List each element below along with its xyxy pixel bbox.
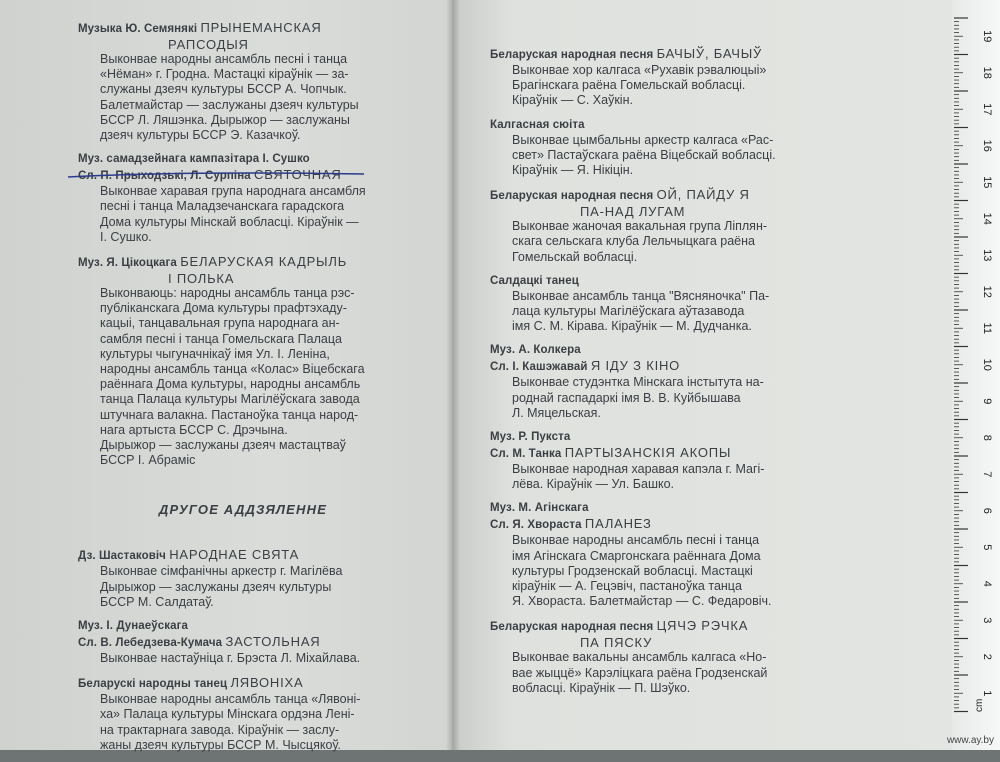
text-line: Кіраўнік — С. Хаўкін. — [512, 93, 633, 108]
entry-title: БАЧЫЎ, БАЧЫЎ — [656, 46, 763, 61]
entry-title: ПРЫНЕМАНСКАЯ — [200, 20, 322, 35]
ruler-number: 16 — [981, 139, 993, 152]
ruler-number: 5 — [981, 544, 993, 551]
ruler-unit: cm — [974, 698, 985, 712]
program-entry — [78, 152, 408, 245]
program-entry — [78, 254, 408, 468]
ruler-number: 3 — [981, 617, 993, 624]
text-line: Выконвае настаўніца г. Брэста Л. Міхайлава. — [100, 651, 361, 666]
entry-description — [490, 375, 840, 421]
text-line: танца Палаца культуры Магілёўскага завода — [100, 392, 360, 407]
entry-credit: Калгасная сюіта — [490, 118, 585, 131]
entry-title-cont: РАПСОДЫЯ — [168, 37, 249, 52]
entry-title: ПАРТЫЗАНСКІЯ АКОПЫ — [564, 445, 732, 461]
book-gutter — [446, 0, 460, 750]
text-line: «Нёман» г. Гродна. Мастацкі кіраўнік — за- — [100, 67, 349, 82]
ruler-number: 19 — [981, 30, 993, 43]
entry-credit: Беларуская народная песня ОЙ, ПАЙДУ Я — [490, 187, 750, 203]
text-line: Я. Хвораста. Балетмайстар — С. Федаровіч. — [512, 594, 772, 609]
entry-description — [490, 650, 840, 696]
text-line: культуры чыгуначнікаў імя Ул. І. Леніна, — [100, 346, 330, 361]
text-line: Выконваюць: народны ансамбль танца рэс- — [100, 286, 355, 301]
entry-credit: Сл. І. Кашэжавай Я ІДУ З КІНО — [490, 358, 681, 374]
ruler-number: 11 — [981, 322, 993, 334]
text-line: скага сельскага клуба Лельчыцкага раёна — [512, 234, 755, 249]
ruler-number: 9 — [981, 398, 993, 405]
pen-underline — [66, 170, 366, 180]
text-line: І. Сушко. — [100, 229, 152, 244]
entry-credit: Музыка Ю. Семянякі ПРЫНЕМАНСКАЯ — [78, 20, 322, 35]
text-line: на трактарнага завода. Кіраўнік — заслу- — [100, 722, 340, 737]
text-line: Выконвае цымбальны аркестр калгаса «Рас- — [512, 132, 774, 147]
text-line: Дырыжор — заслужаны дзеяч культуры — [100, 579, 332, 594]
program-entry — [490, 501, 840, 609]
entry-credit: Сл. В. Лебедзева-Кумача ЗАСТОЛЬНАЯ — [78, 634, 321, 650]
text-line: Брагінскага раёна Гомельскай вобласці. — [512, 78, 746, 93]
program-entry — [490, 430, 840, 492]
program-entry — [78, 547, 408, 610]
ruler-number: 1 — [981, 690, 993, 697]
ruler-number: 7 — [981, 471, 993, 478]
entry-description — [78, 692, 408, 753]
ruler-scale — [952, 0, 1000, 750]
program-entry — [490, 46, 840, 109]
text-line: Выконвае вакальны ансамбль калгаса «Но- — [512, 650, 767, 665]
ruler-number: 4 — [981, 580, 993, 587]
entry-title: НАРОДНАЕ СВЯТА — [169, 547, 300, 563]
entry-credit: Муз. М. Агінскага — [490, 502, 589, 515]
program-entry — [490, 343, 840, 421]
right-page — [452, 0, 952, 750]
text-line: культуры Гродзенскай вобласці. Мастацкі — [512, 563, 753, 578]
text-line: кіраўнік — А. Гецэвіч, пастаноўка танца — [512, 579, 742, 594]
entry-credit: Муз. А. Колкера — [490, 344, 581, 357]
entry-description — [490, 63, 840, 109]
text-line: Выконвае жаночая вакальная група Ліплян- — [512, 219, 768, 234]
text-line: лаца культуры Магілёўскага аўтазавода — [512, 304, 745, 319]
text-line: БССР М. Салдатаў. — [100, 594, 214, 609]
entry-title: ЛЯВОНІХА — [230, 675, 304, 691]
text-line: Выконвае сімфанічны аркестр г. Магілёва — [100, 564, 343, 579]
entry-title: ОЙ, ПАЙДУ Я — [656, 187, 750, 203]
text-line: Дырыжор — заслужаны дзеяч мастацтваў — [100, 438, 346, 453]
text-line: вобласці. Кіраўнік — П. Шэўко. — [512, 680, 691, 695]
program-entry — [78, 20, 408, 143]
text-line: Выконвае ансамбль танца "Вясняночка" Па- — [512, 288, 770, 303]
entry-description — [78, 52, 408, 143]
ruler-number: 6 — [981, 507, 993, 514]
entry-credit: Беларускі народны танец ЛЯВОНІХА — [78, 675, 304, 691]
entry-description — [78, 286, 408, 468]
text-line: дзеяч культуры БССР Э. Казачкоў. — [100, 128, 301, 143]
text-line: служаны дзеяч культуры БССР А. Чопчык. — [100, 82, 347, 97]
text-line: публіканскага Дома культуры прафтэхаду- — [100, 301, 347, 316]
text-line: народны ансамбль танца «Колас» Віцебскага — [100, 362, 365, 377]
program-entry — [490, 274, 840, 335]
text-line: самбля песні і танца Гомельскага Палаца — [100, 331, 342, 346]
entry-title: Я ІДУ З КІНО — [590, 358, 681, 374]
entry-credit: Муз. І. Дунаеўскага — [78, 620, 189, 633]
text-line: ха» Палаца культуры Мінскага ордэна Лені- — [100, 707, 355, 722]
entry-description — [78, 184, 408, 245]
entry-credit: Салдацкі танец — [490, 274, 579, 287]
text-line: БССР І. Абраміс — [100, 453, 196, 468]
text-line: Выконвае хор калгаса «Рухавік рэвалюцыі» — [512, 63, 767, 77]
entry-description — [78, 564, 408, 610]
text-line: лёва. Кіраўнік — Ул. Башко. — [512, 477, 675, 492]
entry-credit: Беларуская народная песня БАЧЫЎ, БАЧЫЎ — [490, 46, 763, 61]
entry-description — [490, 133, 840, 179]
text-line: БССР Л. Ляшэнка. Дырыжор — заслужаны — [100, 112, 350, 127]
entry-title-cont: ПА ПЯСКУ — [580, 635, 653, 651]
entry-credit: Дз. Шастаковіч НАРОДНАЕ СВЯТА — [78, 547, 300, 563]
text-line: Выконвае студэнтка Мінскага інстытута на- — [512, 375, 764, 390]
text-line: імя Агінскага Смаргонскага раённага Дома — [512, 548, 761, 563]
text-line: вае жыццё» Карэліцкага раёна Гродзенскай — [512, 665, 768, 680]
entry-description — [490, 289, 840, 335]
ruler-number: 14 — [981, 212, 993, 225]
program-entry — [490, 187, 840, 265]
entry-title-cont: ПА-НАД ЛУГАМ — [580, 204, 686, 220]
program-entry — [490, 118, 840, 179]
text-line: Л. Мяцельская. — [512, 405, 601, 420]
entry-credit: Муз. Я. Цікоцкага БЕЛАРУСКАЯ КАДРЫЛЬ — [78, 254, 348, 270]
ruler-number: 10 — [981, 358, 993, 371]
text-line: Выконвае харавая група народнага ансамбля — [100, 184, 366, 199]
text-line: свет» Пастаўскага раёна Віцебскай вобласці. — [512, 147, 776, 162]
entry-description — [490, 533, 840, 609]
ruler-number: 15 — [981, 176, 993, 189]
text-line: Выконвае народны ансамбль песні і танца — [512, 533, 760, 548]
ruler-number: 8 — [981, 434, 993, 441]
ruler-number: 12 — [981, 285, 993, 298]
left-page-text — [78, 20, 408, 762]
section-heading: ДРУГОЕ АДДЗЯЛЕННЕ — [158, 502, 328, 518]
entry-credit: Сл. П. Прыходзькі, Л. Сурпіна СВЯТОЧНАЯ — [78, 167, 342, 183]
entry-credit: Сл. М. Танка ПАРТЫЗАНСКІЯ АКОПЫ — [490, 445, 732, 461]
entry-credit: Муз. самадзейнага кампазітара І. Сушко — [78, 153, 310, 166]
text-line: імя С. М. Кірава. Кіраўнік — М. Дудчанка. — [512, 319, 752, 334]
entry-title: ЦЯЧЭ РЭЧКА — [656, 618, 749, 634]
ruler-number: 13 — [981, 249, 993, 262]
right-page-text — [490, 46, 840, 705]
entry-description — [490, 462, 840, 492]
entry-description — [490, 219, 840, 265]
text-line: раённага Дома культуры, народны ансамбль — [100, 377, 361, 392]
ruler-number: 2 — [981, 653, 993, 660]
text-line: роднай гаспадаркі імя В. В. Куйбышава — [512, 390, 741, 405]
text-line: Выконвае народны ансамбль танца «Лявоні- — [100, 692, 361, 707]
entry-title-cont: І ПОЛЬКА — [168, 271, 235, 287]
program-entry — [78, 675, 408, 753]
text-line: Выконвае народны ансамбль песні і танца — [100, 52, 348, 66]
text-line: Выконвае народная харавая капэла г. Магі- — [512, 462, 765, 477]
ruler — [952, 0, 1000, 750]
entry-title: ПАЛАНЕЗ — [584, 516, 652, 532]
program-entry — [78, 619, 408, 666]
text-line: Кіраўнік — Я. Нікіцін. — [512, 163, 634, 178]
entry-title: БЕЛАРУСКАЯ КАДРЫЛЬ — [180, 254, 348, 270]
text-line: песні і танца Маладзечанскага гарадскога — [100, 199, 345, 214]
entry-title: СВЯТОЧНАЯ — [254, 167, 342, 183]
left-page — [0, 0, 452, 750]
text-line: кацыі, танцавальная група народнага ан- — [100, 316, 340, 331]
entry-description — [78, 651, 408, 666]
program-entry — [490, 618, 840, 696]
ruler-number: 18 — [981, 66, 993, 79]
entry-title: ЗАСТОЛЬНАЯ — [225, 634, 321, 650]
ruler-number: 17 — [981, 103, 993, 116]
text-line: Гомельскай вобласці. — [512, 249, 638, 264]
entry-credit: Муз. Р. Пукста — [490, 431, 571, 444]
text-line: штучнага валакна. Пастаноўка танца народ- — [100, 407, 359, 422]
text-line: жаны дзеяч культуры БССР М. Чысцякоў. — [100, 737, 341, 752]
text-line: Балетмайстар — заслужаны дзеяч культуры — [100, 97, 359, 112]
text-line: нага артыста БССР С. Дрэчына. — [100, 422, 288, 437]
text-line: Дома культуры Мінскай вобласці. Кіраўнік — — [100, 214, 359, 229]
entry-credit: Сл. Я. Хвораста ПАЛАНЕЗ — [490, 516, 652, 532]
entry-credit: Беларуская народная песня ЦЯЧЭ РЭЧКА — [490, 618, 749, 634]
watermark: www.ay.by — [946, 735, 994, 746]
